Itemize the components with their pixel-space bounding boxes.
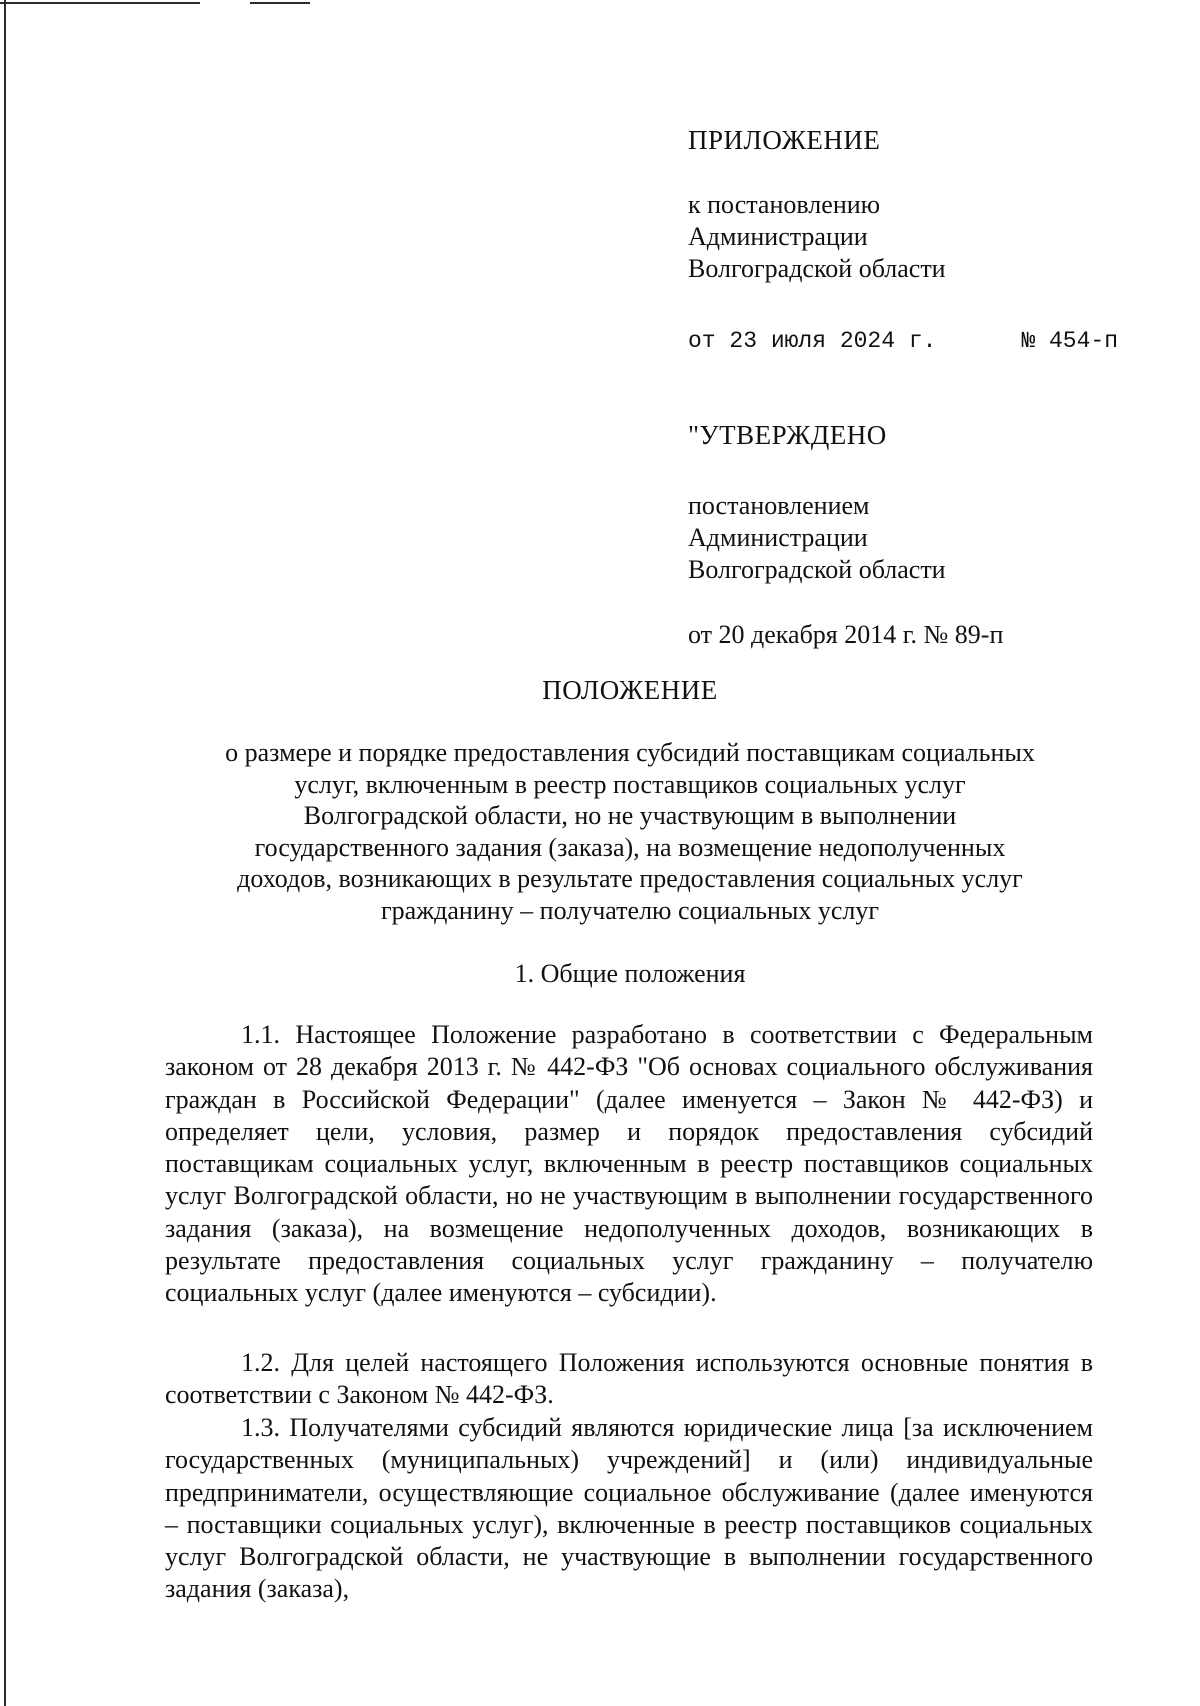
paragraph-1-1: 1.1. Настоящее Положение разработано в соответствии с Федеральным законом от 28 декабря 2013 г. № 442-ФЗ "Об основах социального обслуживания граждан в Российской Федерации" (далее именуется – Закон № 442-ФЗ) и определяет цели, условия, размер и порядок предоставления субсидий поставщикам социальных услуг, включенным в реестр поставщиков социальных услуг Волгоградской области, но не участвующим в выполнении государственного задания (заказа), на возмещение недополученных доходов, возникающих в результате предоставления социальных услуг гражданину – получателю социальных услуг (далее именуются – субсидии). [165,1020,1093,1308]
appendix-number: № 454-п [1021,328,1118,354]
subtitle-line: о размере и порядке предоставления субсидий поставщикам социальных [225,738,1035,767]
approved-reference-line: Волгоградской области [688,555,946,584]
appendix-reference-line: Волгоградской области [688,254,946,283]
paragraph-1-2: 1.2. Для целей настоящего Положения используются основные понятия в соответствии с Законом № 442-ФЗ. [165,1348,1093,1410]
paragraph-1-3: 1.3. Получателями субсидий являются юридические лица [за исключением государственных (муниципальных) учреждений] и (или) индивидуальные предприниматели, осуществляющие социальное обслуживание (далее именуются – поставщики социальных услуг), включенные в реестр поставщиков социальных услуг Волгоградской области, не участвующие в выполнении государственного задания (заказа), [165,1413,1093,1604]
scan-edge-top [250,2,310,4]
approved-title: "УТВЕРЖДЕНО [688,420,887,450]
appendix-title: ПРИЛОЖЕНИЕ [688,125,881,155]
appendix-reference-line: Администрации [688,222,868,251]
appendix-reference-line: к постановлению [688,190,881,219]
subtitle-line: доходов, возникающих в результате предоставления социальных услуг [237,864,1023,893]
approved-date-number: от 20 декабря 2014 г. № 89-п [688,620,1004,649]
subtitle-line: Волгоградской области, но не участвующим в выполнении [303,801,957,830]
subtitle-line: услуг, включенным в реестр поставщиков социальных услуг [294,769,966,799]
section-heading: 1. Общие положения [514,959,746,988]
appendix-date-row [688,325,1118,357]
subtitle-line: гражданину – получателю социальных услуг [381,895,879,925]
appendix-date: от 23 июля 2024 г. [688,328,937,354]
appendix-reference [688,189,946,285]
approved-reference-line: постановлением [688,491,870,520]
document-subtitle [150,737,1110,926]
approved-reference [688,490,946,586]
document-title: ПОЛОЖЕНИЕ [542,675,718,705]
subtitle-line: государственного задания (заказа), на возмещение недополученных [254,832,1006,862]
approved-reference-line: Администрации [688,523,868,552]
scan-edge-top [0,2,200,4]
scan-edge-left [4,0,6,1706]
